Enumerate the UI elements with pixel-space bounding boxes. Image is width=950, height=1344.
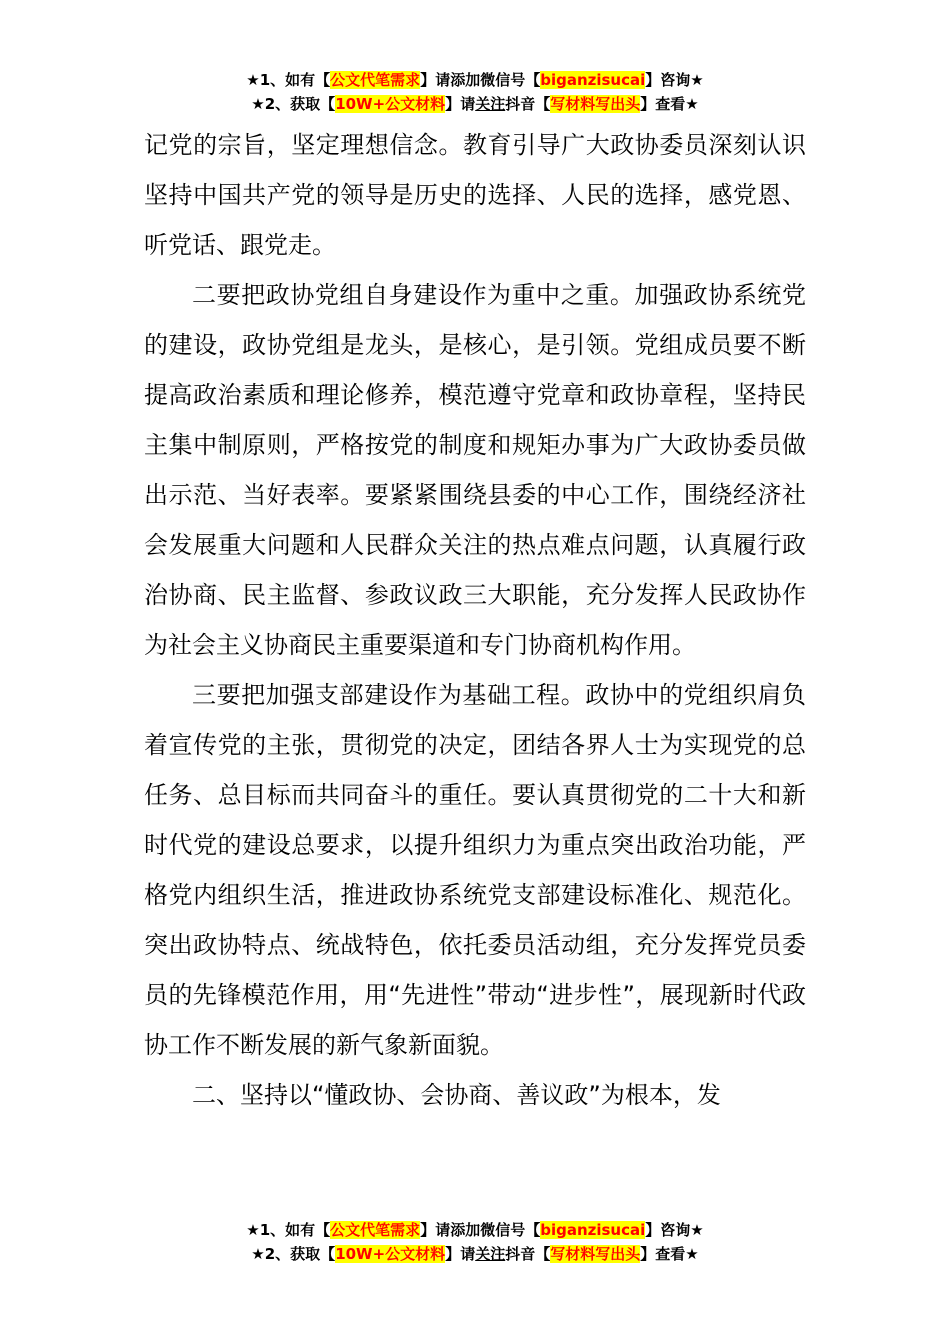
highlight-service: 公文代笔需求	[330, 1221, 421, 1239]
banner-line-2: ★2、获取【10W+公文材料】请关注抖音【写材料写出头】查看★	[251, 1245, 699, 1263]
underlined-follow: 关注	[475, 95, 506, 113]
banner-line-2: ★2、获取【10W+公文材料】请关注抖音【写材料写出头】查看★	[251, 95, 699, 113]
footer-banner	[0, 1218, 950, 1266]
underlined-follow: 关注	[475, 1245, 506, 1263]
section-heading-two: 二、坚持以“懂政协、会协商、善议政”为根本，发	[192, 1081, 721, 1109]
banner-line-1: ★1、如有【公文代笔需求】请添加微信号【biganzisucai】咨询★	[246, 1221, 704, 1239]
highlight-douyin: 写材料写出头	[550, 95, 641, 113]
highlight-service: 公文代笔需求	[330, 71, 421, 89]
document-body	[144, 120, 806, 1120]
banner-line-1: ★1、如有【公文代笔需求】请添加微信号【biganzisucai】咨询★	[246, 71, 704, 89]
paragraph-party-group: 二要把政协党组自身建设作为重中之重。加强政协系统党的建设，政协党组是龙头，是核心，是引领。党组成员要不断提高政治素质和理论修养，模范遵守党章和政协章程，坚持民主集中制原则，严格按党的制度和规矩办事为广大政协委员做出示范、当好表率。要紧紧围绕县委的中心工作，围绕经济社会发展重大问题和人民群众关注的热点难点问题，认真履行政治协商、民主监督、参政议政三大职能，充分发挥人民政协作为社会主义协商民主重要渠道和专门协商机构作用。	[144, 281, 806, 659]
highlight-materials: 10W+公文材料	[335, 1245, 446, 1263]
highlight-materials: 10W+公文材料	[335, 95, 446, 113]
highlight-douyin: 写材料写出头	[550, 1245, 641, 1263]
highlight-wechat-id: biganzisucai	[540, 1221, 646, 1239]
header-banner	[0, 68, 950, 116]
paragraph-branch-building: 三要把加强支部建设作为基础工程。政协中的党组织肩负着宣传党的主张，贯彻党的决定，团结各界人士为实现党的总任务、总目标而共同奋斗的重任。要认真贯彻党的二十大和新时代党的建设总要求，以提升组织力为重点突出政治功能，严格党内组织生活，推进政协系统党支部建设标准化、规范化。突出政协特点、统战特色，依托委员活动组，充分发挥党员委员的先锋模范作用，用“先进性”带动“进步性”，展现新时代政协工作不断发展的新气象新面貌。	[144, 681, 806, 1059]
highlight-wechat-id: biganzisucai	[540, 71, 646, 89]
paragraph-continued: 记党的宗旨，坚定理想信念。教育引导广大政协委员深刻认识坚持中国共产党的领导是历史的选择、人民的选择，感党恩、听党话、跟党走。	[144, 131, 806, 259]
